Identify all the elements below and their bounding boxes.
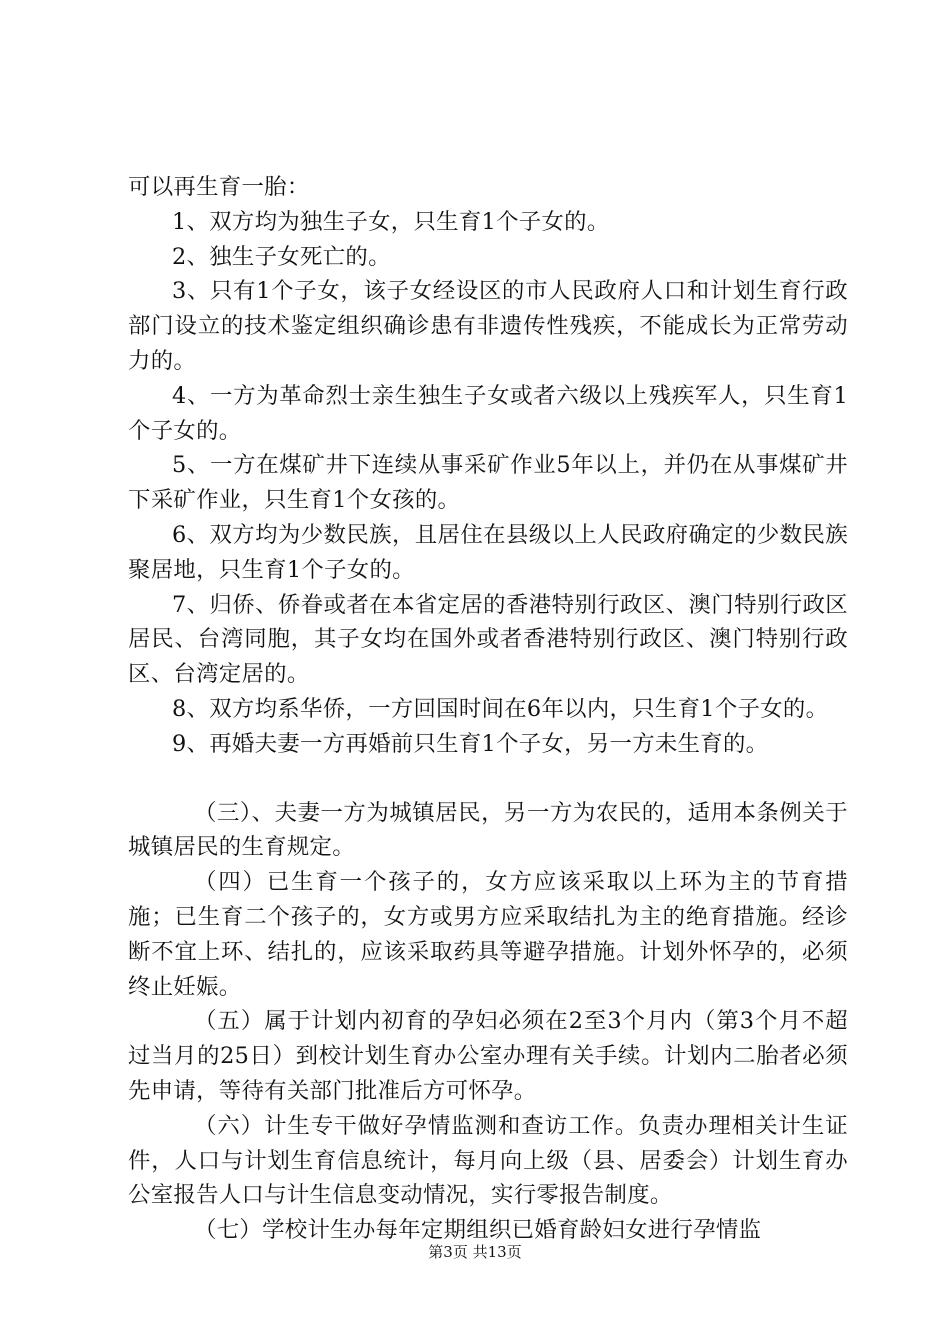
list-item-4: 4、一方为革命烈士亲生独生子女或者六级以上残疾军人，只生育1个子女的。 bbox=[128, 382, 848, 444]
page-footer: 第3页 共13页 bbox=[428, 1243, 522, 1261]
paragraph-intro: 可以再生育一胎： bbox=[128, 174, 310, 200]
paragraph-spacer bbox=[128, 762, 848, 796]
list-item-5: 5、一方在煤矿井下连续从事采矿作业5年以上，并仍在从事煤矿井下采矿作业，只生育1个女孩的。 bbox=[128, 452, 848, 514]
list-item-9: 9、再婚夫妻一方再婚前只生育1个子女，另一方未生育的。 bbox=[172, 730, 769, 757]
section-6: （六）计生专干做好孕情监测和查访工作。负责办理相关计生证件，人口与计划生育信息统计，每月向上级（县、居委会）计划生育办公室报告人口与计生信息变动情况，实行零报告制度。 bbox=[128, 1112, 848, 1209]
list-item-1: 1、双方均为独生子女，只生育1个子女的。 bbox=[172, 208, 610, 235]
list-item-7: 7、归侨、侨眷或者在本省定居的香港特别行政区、澳门特别行政区居民、台湾同胞，其子女均在国外或者香港特别行政区、澳门特别行政区、台湾定居的。 bbox=[128, 591, 848, 688]
list-item-6: 6、双方均为少数民族，且居住在县级以上人民政府确定的少数民族聚居地，只生育1个子女的。 bbox=[128, 521, 848, 583]
list-item-8: 8、双方均系华侨，一方回国时间在6年以内，只生育1个子女的。 bbox=[172, 695, 829, 722]
document-body bbox=[128, 170, 848, 1248]
list-item-2: 2、独生子女死亡的。 bbox=[172, 243, 391, 270]
section-5: （五）属于计划内初育的孕妇必须在2至3个月内（第3个月不超过当月的25日）到校计划生育办公室办理有关手续。计划内二胎者必须先申请，等待有关部门批准后方可怀孕。 bbox=[128, 1008, 848, 1104]
section-7: （七）学校计生办每年定期组织已婚育龄妇女进行孕情监 bbox=[194, 1217, 762, 1244]
list-item-3: 3、只有1个子女，该子女经设区的市人民政府人口和计划生育行政部门设立的技术鉴定组织确诊患有非遗传性残疾，不能成长为正常劳动力的。 bbox=[128, 278, 848, 374]
section-4: （四）已生育一个孩子的，女方应该采取以上环为主的节育措施；已生育二个孩子的，女方或男方应采取结扎为主的绝育措施。经诊断不宜上环、结扎的，应该采取药具等避孕措施。计划外怀孕的，必须终止妊娠。 bbox=[128, 869, 848, 1000]
section-3: （三）、夫妻一方为城镇居民，另一方为农民的，适用本条例关于城镇居民的生育规定。 bbox=[128, 799, 848, 861]
